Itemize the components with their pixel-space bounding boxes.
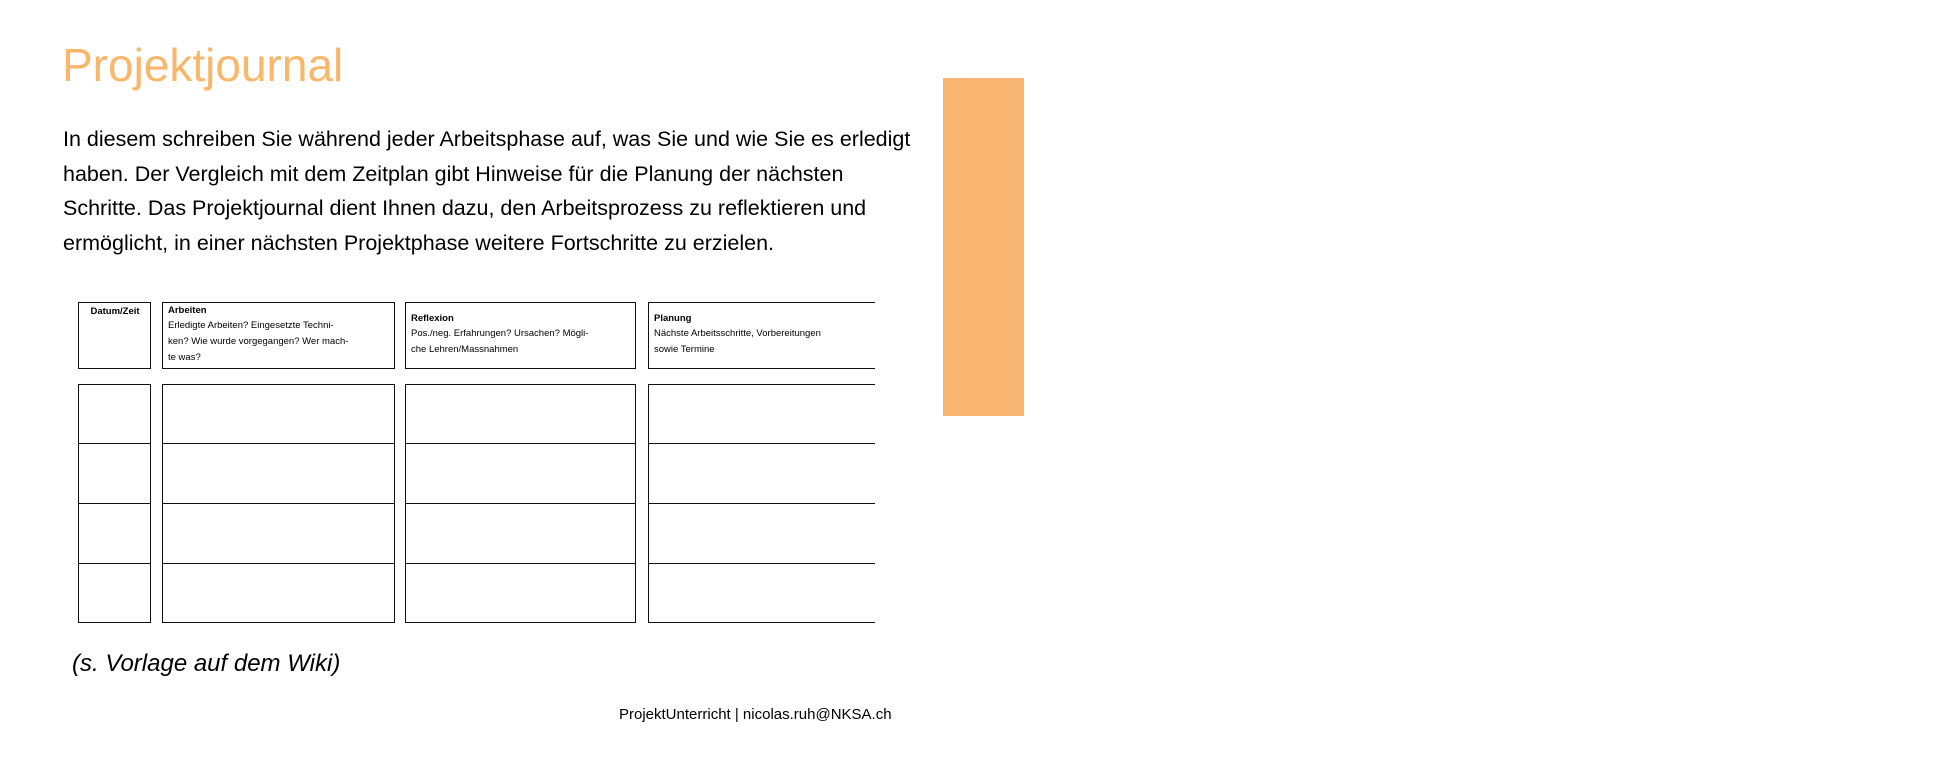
table-cell[interactable] <box>648 563 875 623</box>
header-desc-line: che Lehren/Massnahmen <box>411 344 519 355</box>
intro-paragraph: In diesem schreiben Sie während jeder Arbeitsphase auf, was Sie und wie Sie es erledigt haben. Der Vergleich mit dem Zeitplan gibt Hinweise für die Planung der nächsten Schritte. Das Projektjournal dient Ihnen dazu, den Arbeitsprozess zu reflektieren und ermöglicht, in einer nächsten Projektphase weitere Fortschritte zu erzielen. <box>63 127 911 255</box>
header-desc-line: ken? Wie wurde vorgegangen? Wer mach- <box>168 336 349 347</box>
table-cell[interactable] <box>162 563 395 623</box>
header-desc-line: Nächste Arbeitsschritte, Vorbereitungen <box>654 328 821 339</box>
header-cell-datum <box>78 302 151 369</box>
table-cell[interactable] <box>405 384 636 445</box>
page-title: Projektjournal <box>62 39 344 91</box>
table-cell[interactable] <box>405 563 636 623</box>
table-cell[interactable] <box>78 384 151 445</box>
table-cell[interactable] <box>405 503 636 565</box>
header-cell-arbeiten <box>162 302 395 369</box>
table-cell[interactable] <box>162 384 395 445</box>
header-cell-planung <box>648 302 875 369</box>
brand-text: neue kantonsschule aarau <box>1930 216 1945 381</box>
header-desc-line: te was? <box>168 352 201 363</box>
nksa-logo-icon <box>1903 396 1949 476</box>
header-title: Planung <box>654 313 692 324</box>
header-title: Arbeiten <box>168 305 207 316</box>
header-title: Reflexion <box>411 313 454 324</box>
table-cell[interactable] <box>162 443 395 505</box>
header-desc-line: sowie Termine <box>654 344 715 355</box>
table-cell[interactable] <box>648 384 875 445</box>
table-cell[interactable] <box>648 443 875 505</box>
table-cell[interactable] <box>405 443 636 505</box>
header-title: Datum/Zeit <box>90 306 140 317</box>
wiki-template-caption: (s. Vorlage auf dem Wiki) <box>72 650 341 677</box>
header-cell-reflexion <box>405 302 636 369</box>
table-cell[interactable] <box>78 503 151 565</box>
table-cell[interactable] <box>78 443 151 505</box>
table-cell[interactable] <box>78 563 151 623</box>
brand-panel <box>943 78 1945 416</box>
footer-credit: ProjektUnterricht | nicolas.ruh@NKSA.ch <box>619 706 892 723</box>
header-desc-line: Pos./neg. Erfahrungen? Ursachen? Mögli- <box>411 328 589 339</box>
header-desc-line: Erledigte Arbeiten? Eingesetzte Techni- <box>168 320 334 331</box>
table-cell[interactable] <box>648 503 875 565</box>
table-cell[interactable] <box>162 503 395 565</box>
